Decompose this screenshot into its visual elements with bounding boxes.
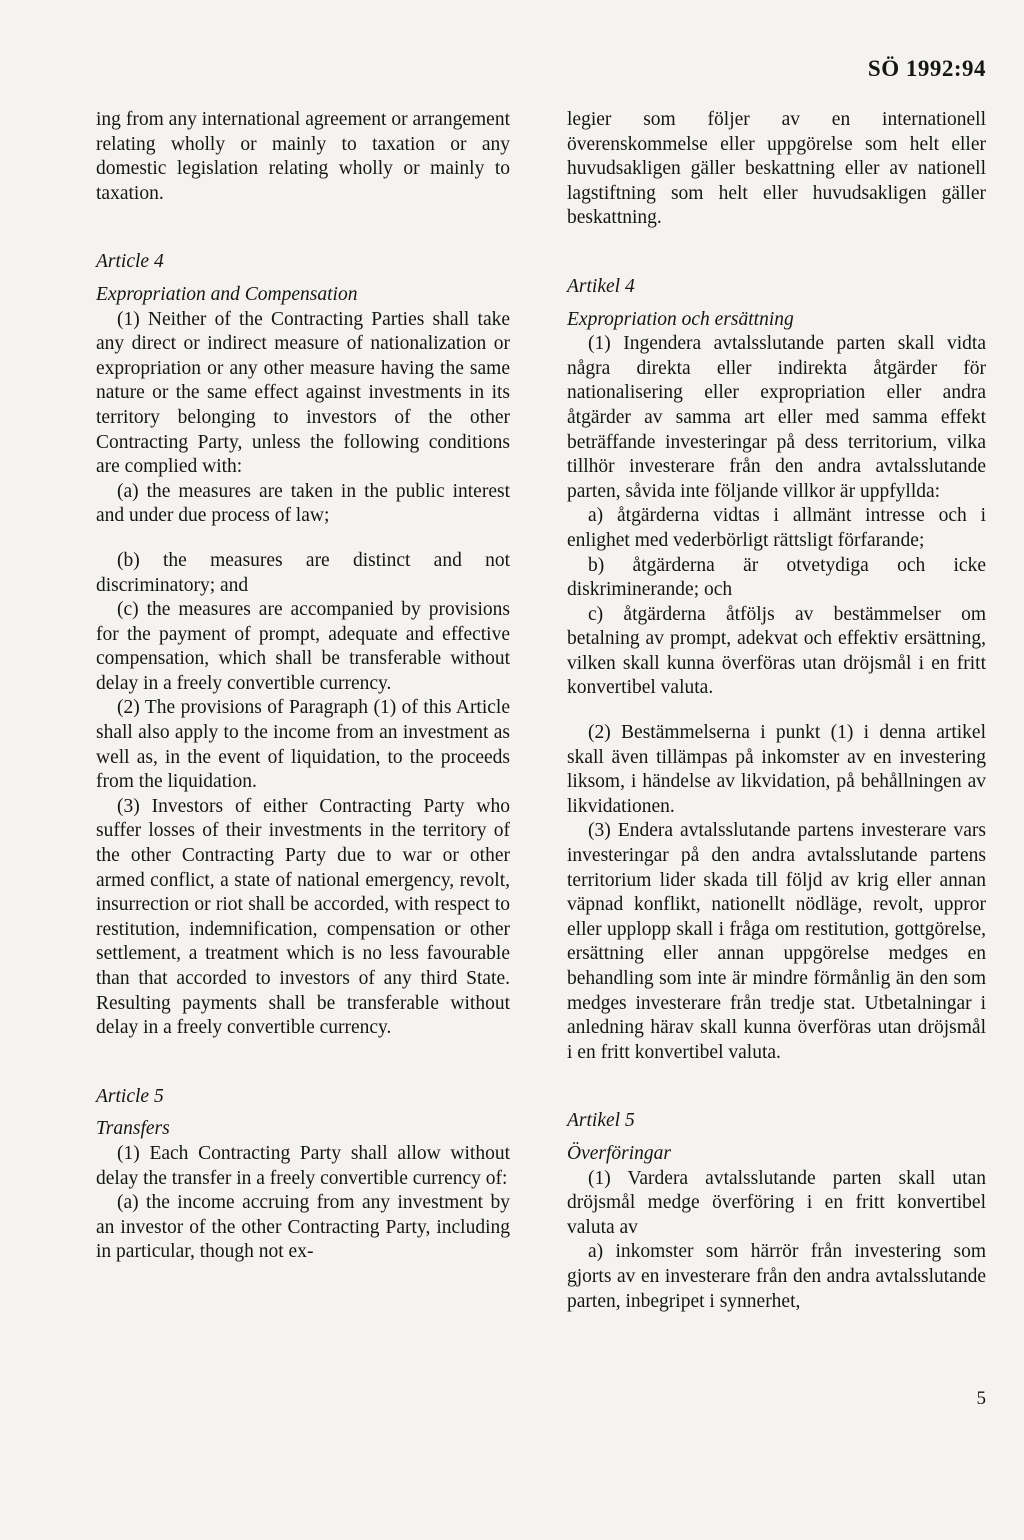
english-article4-paragraph-2: (2) The provisions of Paragraph (1) of this Article shall also apply to the income from an investment as well as, in the event of liquidation, to the proceeds from the liquidation. [96,697,510,793]
english-article5-paragraph-1: (1) Each Contracting Party shall allow without delay the transfer in a freely convertible currency of: [96,1142,510,1189]
swedish-article5-item-a: a) inkomster som härrör från investering som gjorts av en investerare från den andra avtalsslutande parten, inbegripet i synnerhet, [567,1241,986,1312]
english-article4-item-c: (c) the measures are accompanied by provisions for the payment of prompt, adequate and effective compensation, which shall be transferable without delay in a freely convertible currency. [96,599,510,694]
english-column [96,108,510,1265]
swedish-article4-title: Expropriation och ersättning [567,308,794,330]
swedish-article5-heading: Artikel 5 [567,1110,635,1132]
page-number: 5 [976,1388,986,1409]
swedish-article4-paragraph-2: (2) Bestämmelserna i punkt (1) i denna artikel skall även tillämpas på inkomster av en investering liksom, i händelse av likvidation, på behållningen av likvidationen. [567,722,986,817]
swedish-article4-heading: Artikel 4 [567,275,635,297]
swedish-article4-item-b: b) åtgärderna är otvetydiga och icke diskriminerande; och [567,554,986,601]
swedish-intro-paragraph: legier som följer av en internationell överenskommelse eller uppgörelse som helt eller huvudsakligen gäller beskattning eller av nationell lagstiftning som helt eller huvudsakligen gäller beskattning. [567,109,986,229]
swedish-article5-paragraph-1: (1) Vardera avtalsslutande parten skall utan dröjsmål medge överföring i en fritt konvertibel valuta av [567,1167,986,1238]
english-article4-item-a: (a) the measures are taken in the public interest and under due process of law; [96,480,510,527]
swedish-article4-item-a: a) åtgärderna vidtas i allmänt intresse och i enlighet med vederbörligt rättsligt förfarande; [567,505,986,551]
english-article4-heading: Article 4 [96,251,164,273]
swedish-column [567,108,986,1314]
swedish-article5-title: Överföringar [567,1142,671,1164]
english-article4-paragraph-1: (1) Neither of the Contracting Parties shall take any direct or indirect measure of nationalization or expropriation or any other measure having the same nature or the same effect against investments in its territory belonging to investors of the other Contracting Party, unless the following conditions are complied with: [96,308,510,478]
english-article5-item-a: (a) the income accruing from any investment by an investor of the other Contracting Party, including in particular, though not ex- [96,1192,510,1263]
english-article4-title: Expropriation and Compensation [96,283,358,305]
document-reference: SÖ 1992:94 [867,56,986,81]
swedish-article4-paragraph-1: (1) Ingendera avtalsslutande parten skall vidta några direkta eller indirekta åtgärder för nationalisering eller expropriation eller andra åtgärder av samma art eller med samma effekt beträffande investeringar på dess territorium, vilka tillhör investerare från den andra avtalsslutande parten, såvida inte följande villkor är uppfyllda: [567,333,986,502]
english-article5-heading: Article 5 [96,1085,164,1107]
swedish-article4-item-c: c) åtgärderna åtföljs av bestämmelser om betalning av prompt, adekvat och effektiv ersättning, vilken skall kunna överföras utan dröjsmål i en fritt konvertibel valuta. [567,603,986,699]
swedish-article4-paragraph-3: (3) Endera avtalsslutande partens investerare vars investeringar på den andra avtalsslutande partens territorium lider skada till följd av krig eller annan väpnad konflikt, nationellt nödläge, revolt, uppror eller upplopp skall i fråga om restitution, gottgörelse, ersättning eller annan uppgörelse medges en behandling som inte är mindre förmånlig än den som medges investerare från tredje stat. Utbetalningar i anledning härav skall kunna överföras utan dröjsmål i en fritt konvertibel valuta. [567,820,986,1063]
english-intro-paragraph: ing from any international agreement or arrangement relating wholly or mainly to taxation or any domestic legislation relating wholly or mainly to taxation. [96,109,510,204]
english-article4-paragraph-3: (3) Investors of either Contracting Party who suffer losses of their investments in the territory of the other Contracting Party due to war or other armed conflict, a state of national emergency, revolt, insurrection or riot shall be accorded, with respect to restitution, indemnification, compensation or other settlement, a treatment which is no less favourable than that accorded to investors of any third State. Resulting payments shall be transferable without delay in a freely convertible currency. [96,795,510,1039]
english-article4-item-b: (b) the measures are distinct and not discriminatory; and [96,549,510,596]
english-article5-title: Transfers [96,1118,170,1140]
